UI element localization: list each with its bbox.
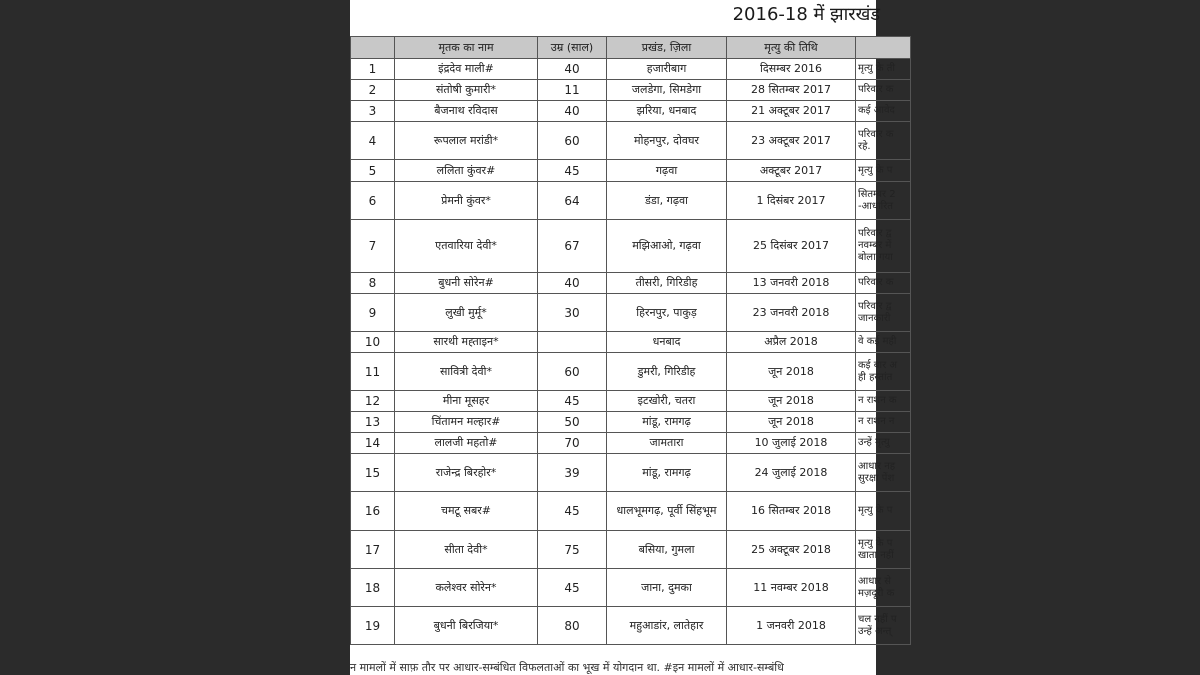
cell-name: सारथी मह्ताइन*: [395, 332, 538, 353]
table-row: [351, 220, 911, 273]
cell-place: धनबाद: [607, 332, 727, 353]
cell-name: लुखी मुर्मू*: [395, 294, 538, 332]
cell-place: गढ़वा: [607, 160, 727, 182]
table-row: [351, 80, 911, 101]
cell-age: 64: [538, 182, 607, 220]
cell-remark: न राशन क: [856, 391, 911, 412]
cell-age: 80: [538, 607, 607, 645]
footer-note: न मामलों में साफ़ तौर पर आधार-सम्बंधित विफलताओं का भूख में योगदान था. #इन मामलों में आधार-सम्बंधि: [350, 661, 784, 674]
header-place: प्रखंड, ज़िला: [607, 37, 727, 59]
cell-remark: सितम्बर 2 -आधारित: [856, 182, 911, 220]
cell-age: 75: [538, 531, 607, 569]
cell-place: तीसरी, गिरिडीह: [607, 273, 727, 294]
cell-date: अप्रैल 2018: [727, 332, 856, 353]
table-row: [351, 433, 911, 454]
cell-age: 40: [538, 101, 607, 122]
cell-date: 21 अक्टूबर 2017: [727, 101, 856, 122]
cell-remark: न राशन न: [856, 412, 911, 433]
cell-place: जामतारा: [607, 433, 727, 454]
cell-name: एतवारिया देवी*: [395, 220, 538, 273]
cell-serial: 4: [351, 122, 395, 160]
cell-date: जून 2018: [727, 353, 856, 391]
cell-date: 25 दिसंबर 2017: [727, 220, 856, 273]
cell-age: 45: [538, 160, 607, 182]
cell-place: हजारीबाग: [607, 59, 727, 80]
cell-age: 30: [538, 294, 607, 332]
cell-name: ललिता कुंवर#: [395, 160, 538, 182]
deaths-table: [350, 36, 911, 645]
table-row: [351, 332, 911, 353]
table-row: [351, 492, 911, 531]
cell-serial: 8: [351, 273, 395, 294]
cell-age: 39: [538, 454, 607, 492]
cell-age: 40: [538, 59, 607, 80]
cell-place: हिरनपुर, पाकुड़: [607, 294, 727, 332]
cell-date: जून 2018: [727, 391, 856, 412]
cell-place: मझिआओ, गढ़वा: [607, 220, 727, 273]
cell-place: मांडू, रामगढ़: [607, 412, 727, 433]
cell-place: डुमरी, गिरिडीह: [607, 353, 727, 391]
cell-date: 16 सितम्बर 2018: [727, 492, 856, 531]
cell-age: 45: [538, 569, 607, 607]
cell-name: बुधनी बिरजिया*: [395, 607, 538, 645]
cell-serial: 1: [351, 59, 395, 80]
cell-serial: 16: [351, 492, 395, 531]
cell-place: इटखोरी, चतरा: [607, 391, 727, 412]
cell-serial: 17: [351, 531, 395, 569]
table-row: [351, 353, 911, 391]
cell-date: 10 जुलाई 2018: [727, 433, 856, 454]
cell-place: मांडू, रामगढ़: [607, 454, 727, 492]
cell-serial: 11: [351, 353, 395, 391]
cell-serial: 9: [351, 294, 395, 332]
table-row: [351, 182, 911, 220]
cell-remark: कई आवेद: [856, 101, 911, 122]
cell-date: दिसम्बर 2016: [727, 59, 856, 80]
cell-remark: मृत्यु के प: [856, 492, 911, 531]
cell-name: चमटू सबर#: [395, 492, 538, 531]
cell-age: 67: [538, 220, 607, 273]
cell-serial: 10: [351, 332, 395, 353]
cell-serial: 3: [351, 101, 395, 122]
cell-remark: आधार नह सुरक्षा पेंश: [856, 454, 911, 492]
cell-name: प्रेमनी कुंवर*: [395, 182, 538, 220]
cell-place: झरिया, धनबाद: [607, 101, 727, 122]
cell-date: 23 अक्टूबर 2017: [727, 122, 856, 160]
cell-name: बैजनाथ रविदास: [395, 101, 538, 122]
header-remark: [856, 37, 911, 59]
document-title: 2016-18 में झारखंड: [732, 4, 880, 25]
cell-serial: 13: [351, 412, 395, 433]
cell-date: 23 जनवरी 2018: [727, 294, 856, 332]
header-serial: [351, 37, 395, 59]
cell-name: बुधनी सोरेन#: [395, 273, 538, 294]
cell-age: 45: [538, 391, 607, 412]
header-name: मृतक का नाम: [395, 37, 538, 59]
cell-age: 40: [538, 273, 607, 294]
header-age: उम्र (साल): [538, 37, 607, 59]
cell-remark: चल नहीं प उन्हें अन्त्: [856, 607, 911, 645]
cell-name: सावित्री देवी*: [395, 353, 538, 391]
cell-remark: परिवार क रहे.: [856, 122, 911, 160]
cell-place: धालभूमगढ़, पूर्वी सिंहभूम: [607, 492, 727, 531]
cell-date: 1 जनवरी 2018: [727, 607, 856, 645]
cell-remark: मृत्यु के प खाता नहीं: [856, 531, 911, 569]
cell-remark: मृत्यु के प: [856, 160, 911, 182]
cell-remark: मृत्यु के ती: [856, 59, 911, 80]
cell-date: 11 नवम्बर 2018: [727, 569, 856, 607]
cell-remark: परिवार क: [856, 273, 911, 294]
cell-name: मीना मूसहर: [395, 391, 538, 412]
table-row: [351, 454, 911, 492]
table-row: [351, 59, 911, 80]
table-row: [351, 294, 911, 332]
cell-remark: कई बार अ ही हस्तांत: [856, 353, 911, 391]
table-body: [351, 59, 911, 645]
cell-date: 13 जनवरी 2018: [727, 273, 856, 294]
cell-age: 45: [538, 492, 607, 531]
document-page: [350, 0, 897, 675]
table-row: [351, 273, 911, 294]
cell-place: डंडा, गढ़वा: [607, 182, 727, 220]
cell-name: रूपलाल मरांडी*: [395, 122, 538, 160]
cell-date: 28 सितम्बर 2017: [727, 80, 856, 101]
table-row: [351, 160, 911, 182]
cell-age: 11: [538, 80, 607, 101]
cell-date: 25 अक्टूबर 2018: [727, 531, 856, 569]
cell-serial: 7: [351, 220, 395, 273]
cell-serial: 6: [351, 182, 395, 220]
cell-serial: 14: [351, 433, 395, 454]
table-row: [351, 391, 911, 412]
cell-place: जाना, दुमका: [607, 569, 727, 607]
table-row: [351, 101, 911, 122]
cell-age: 60: [538, 122, 607, 160]
cell-date: 24 जुलाई 2018: [727, 454, 856, 492]
cell-serial: 5: [351, 160, 395, 182]
cell-remark: आधार से मज़दूरी क: [856, 569, 911, 607]
table-row: [351, 531, 911, 569]
cell-serial: 15: [351, 454, 395, 492]
table-header-row: [351, 37, 911, 59]
table-row: [351, 607, 911, 645]
cell-name: सीता देवी*: [395, 531, 538, 569]
header-date: मृत्यु की तिथि: [727, 37, 856, 59]
cell-place: महुआडांर, लातेहार: [607, 607, 727, 645]
cell-remark: उन्हें मृत्यु: [856, 433, 911, 454]
cell-name: कलेश्वर सोरेन*: [395, 569, 538, 607]
cell-name: संतोषी कुमारी*: [395, 80, 538, 101]
cell-age: [538, 332, 607, 353]
table-row: [351, 122, 911, 160]
cell-place: बसिया, गुमला: [607, 531, 727, 569]
cell-age: 70: [538, 433, 607, 454]
cell-serial: 19: [351, 607, 395, 645]
cell-remark: परिवार द्व नवम्बर में बोला गया: [856, 220, 911, 273]
cell-serial: 18: [351, 569, 395, 607]
cell-place: मोहनपुर, दोवघर: [607, 122, 727, 160]
table-row: [351, 412, 911, 433]
cell-name: चिंतामन मल्हार#: [395, 412, 538, 433]
cell-date: जून 2018: [727, 412, 856, 433]
cell-name: राजेन्द्र बिरहोर*: [395, 454, 538, 492]
cell-serial: 12: [351, 391, 395, 412]
cell-name: लालजी महतो#: [395, 433, 538, 454]
cell-date: 1 दिसंबर 2017: [727, 182, 856, 220]
cell-age: 50: [538, 412, 607, 433]
cell-name: इंद्रदेव माली#: [395, 59, 538, 80]
cell-serial: 2: [351, 80, 395, 101]
cell-age: 60: [538, 353, 607, 391]
cell-remark: परिवार द्व जानकारी: [856, 294, 911, 332]
cell-remark: परिवार क: [856, 80, 911, 101]
cell-place: जलडेगा, सिमडेगा: [607, 80, 727, 101]
cell-remark: वे कई मही: [856, 332, 911, 353]
cell-date: अक्टूबर 2017: [727, 160, 856, 182]
table-row: [351, 569, 911, 607]
